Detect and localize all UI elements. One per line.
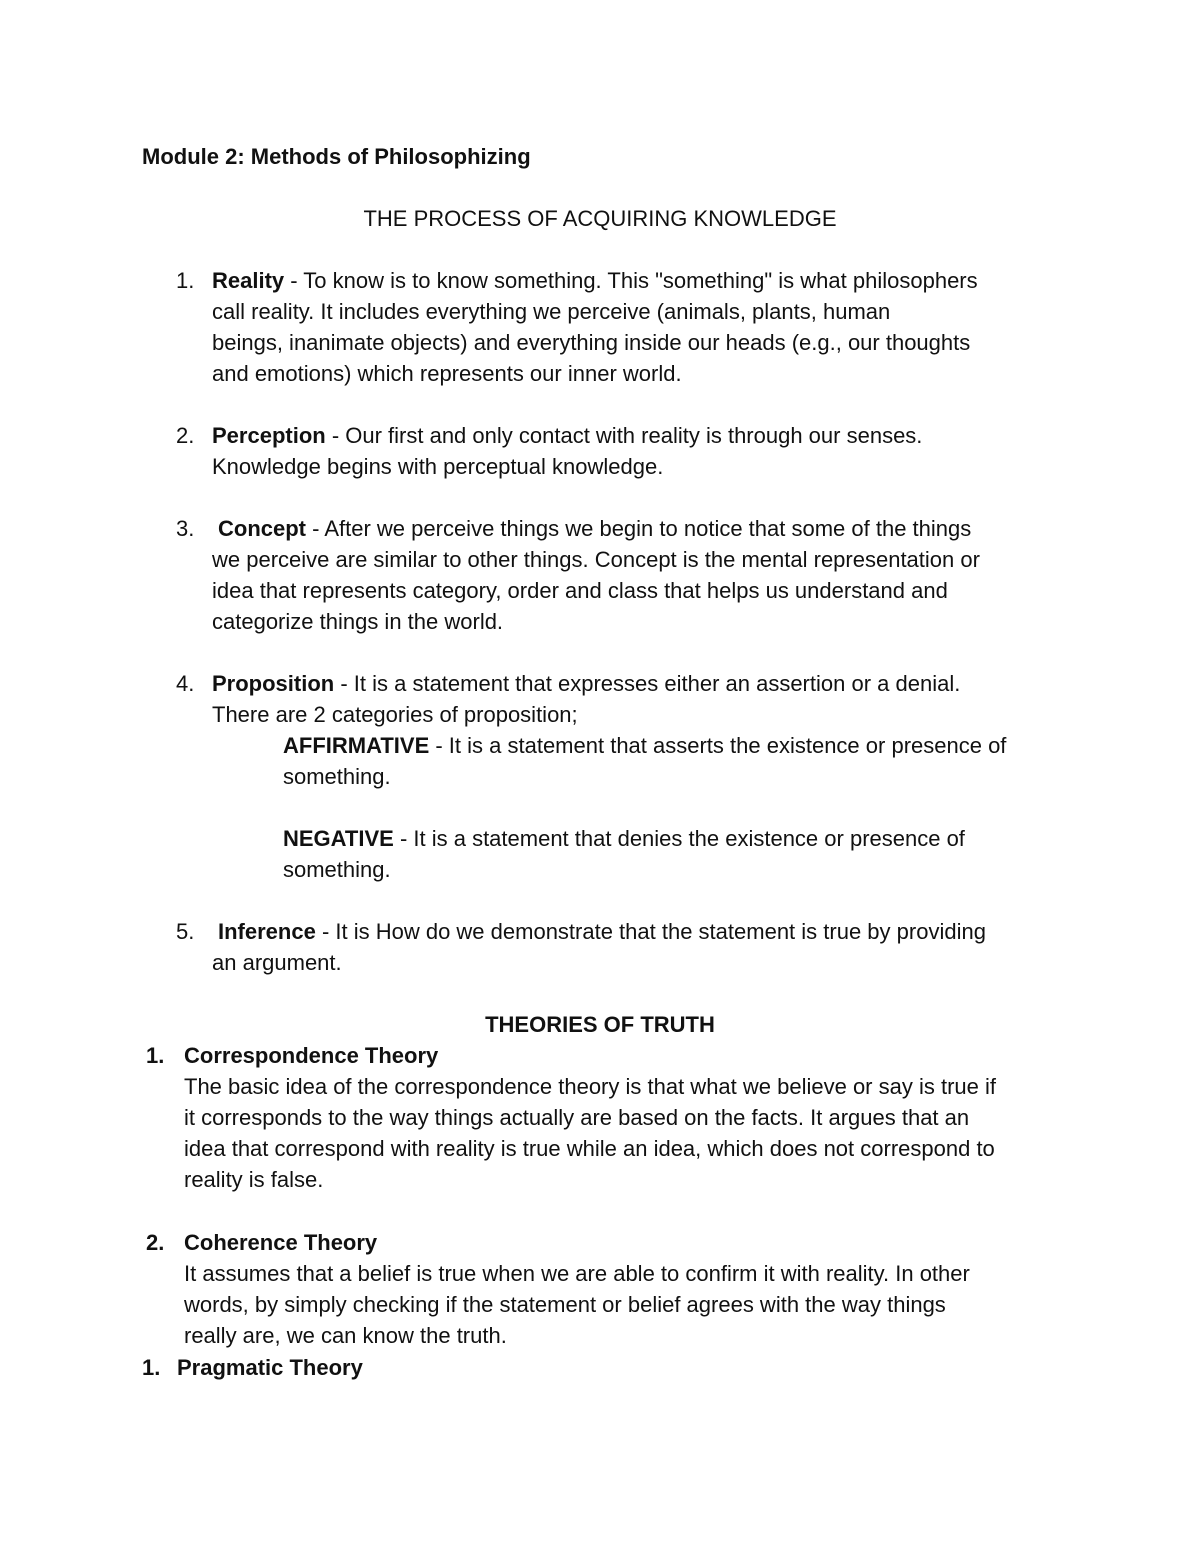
definition-line: really are, we can know the truth. (184, 1323, 507, 1348)
module-title: Module 2: Methods of Philosophizing (142, 144, 531, 169)
item-first-line (218, 916, 986, 947)
definition-text: - It is a statement that denies the existence or presence of (393, 826, 965, 851)
section-heading-knowledge: THE PROCESS OF ACQUIRING KNOWLEDGE (363, 206, 837, 231)
term-inference: Inference (218, 919, 316, 944)
item-first-line (218, 513, 971, 544)
term-affirmative: AFFIRMATIVE (283, 733, 430, 758)
definition-text: - It is a statement that asserts the existence or presence of (429, 733, 1007, 758)
list-number: 2. (176, 423, 195, 448)
list-number: 1. (146, 1043, 165, 1068)
term-concept: Concept (218, 516, 306, 541)
definition-line: an argument. (212, 950, 342, 975)
list-number: 3. (176, 516, 195, 541)
item-first-line (212, 265, 978, 296)
term-negative: NEGATIVE (283, 826, 394, 851)
list-number: 5. (176, 919, 195, 944)
definition-text: - It is a statement that expresses either an assertion or a denial. (334, 671, 961, 696)
definition-line: It assumes that a belief is true when we are able to confirm it with reality. In other (184, 1261, 970, 1286)
term-correspondence-theory: Correspondence Theory (184, 1043, 439, 1068)
term-proposition: Proposition (212, 671, 335, 696)
list-number: 2. (146, 1230, 165, 1255)
definition-text: - It is How do we demonstrate that the statement is true by providing (315, 919, 986, 944)
definition-text: - After we perceive things we begin to notice that some of the things (306, 516, 972, 541)
definition-line: it corresponds to the way things actually are based on the facts. It argues that an (184, 1105, 970, 1130)
definition-line: categorize things in the world. (212, 609, 504, 634)
list-number: 1. (142, 1355, 161, 1380)
list-number: 4. (176, 671, 195, 696)
definition-line: something. (283, 857, 391, 882)
definition-line: beings, inanimate objects) and everything inside our heads (e.g., our thoughts (212, 330, 971, 355)
sub-item-first-line (283, 730, 1006, 761)
term-perception: Perception (212, 423, 326, 448)
definition-line: Knowledge begins with perceptual knowledge. (212, 454, 664, 479)
definition-line: There are 2 categories of proposition; (212, 702, 578, 727)
term-reality: Reality (212, 268, 285, 293)
list-number: 1. (176, 268, 195, 293)
definition-line: idea that correspond with reality is true while an idea, which does not correspond to (184, 1136, 995, 1161)
sub-item-first-line (283, 823, 965, 854)
definition-text: - To know is to know something. This "something" is what philosophers (284, 268, 978, 293)
definition-line: idea that represents category, order and class that helps us understand and (212, 578, 948, 603)
definition-line: something. (283, 764, 391, 789)
definition-text: - Our first and only contact with reality is through our senses. (325, 423, 923, 448)
definition-line: reality is false. (184, 1167, 324, 1192)
definition-line: words, by simply checking if the statement or belief agrees with the way things (184, 1292, 946, 1317)
definition-line: and emotions) which represents our inner world. (212, 361, 682, 386)
definition-line: The basic idea of the correspondence theory is that what we believe or say is true if (184, 1074, 996, 1099)
item-first-line (212, 420, 922, 451)
section-heading-truth: THEORIES OF TRUTH (485, 1012, 715, 1037)
definition-line: we perceive are similar to other things. Concept is the mental representation or (212, 547, 980, 572)
definition-line: call reality. It includes everything we perceive (animals, plants, human (212, 299, 891, 324)
item-first-line (212, 668, 960, 699)
term-coherence-theory: Coherence Theory (184, 1230, 378, 1255)
term-pragmatic-theory: Pragmatic Theory (177, 1355, 363, 1380)
